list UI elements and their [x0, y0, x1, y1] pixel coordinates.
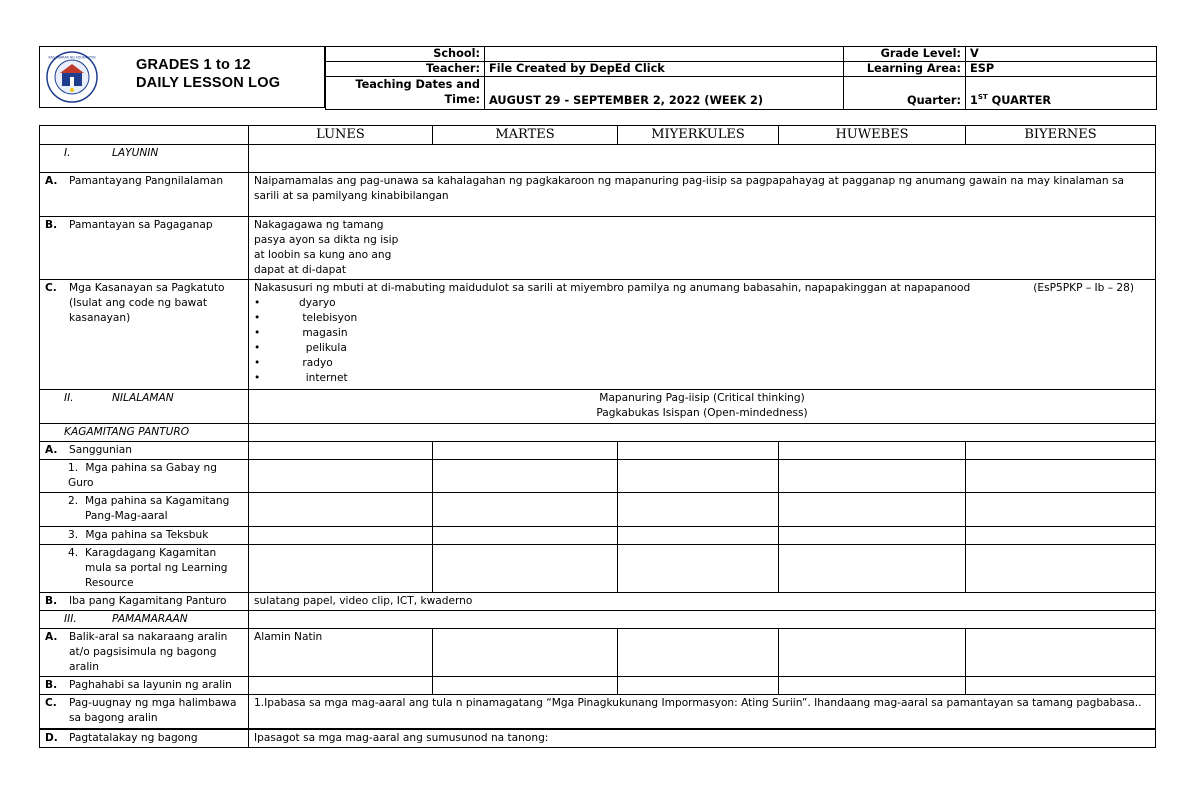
list-item: • magasin: [254, 327, 348, 339]
iba-pang-kagamitan-label: B. Iba pang Kagamitang Panturo: [40, 593, 249, 611]
pamantayang-pangnilalaman-label: A. Pamantayang Pangnilalaman: [40, 173, 249, 217]
pamantayan-sa-pagaganap-content[interactable]: Nakagagawa ng tamang pasya ayon sa dikta ng isip at loobin sa kung ano ang dapat at di-dapat: [249, 217, 1156, 280]
karagdagang-kagamitan-label: 4. Karagdagang Kagamitan mula sa portal ng Learning Resource: [40, 545, 249, 593]
school-value[interactable]: [485, 47, 844, 62]
cell-martes[interactable]: [433, 460, 618, 493]
list-item: • radyo: [254, 357, 333, 369]
day-martes: MARTES: [433, 126, 618, 145]
teaching-dates-label: [326, 77, 485, 110]
table-row: [40, 545, 1156, 593]
pagtatalakay-content[interactable]: Ipasagot sa mga mag-aaral ang sumusunod na tanong:: [249, 729, 1156, 748]
deped-seal-icon: [46, 51, 98, 103]
pag-uugnay-content[interactable]: 1.Ipabasa sa mga mag-aaral ang tula n pinamagatang “Mga Pinagkukunang Impormasyon: Ating Suriin”. Ihandaang mag-aaral sa pamantayan sa tamang pagbabasa..: [249, 695, 1156, 729]
cell-huwebes[interactable]: [779, 677, 966, 695]
cell-martes[interactable]: [433, 629, 618, 677]
sanggunian-label: A. Sanggunian: [40, 442, 249, 460]
list-item: • internet: [254, 372, 348, 384]
cell-lunes[interactable]: [249, 460, 433, 493]
day-miyerkules: MIYERKULES: [618, 126, 779, 145]
cell-biyernes[interactable]: [966, 493, 1156, 527]
cell-biyernes[interactable]: [966, 442, 1156, 460]
header-info-table: [325, 46, 1157, 110]
list-item: • dyaryo: [254, 297, 336, 309]
blank-header-cell: [40, 126, 249, 145]
cell-miyerkules[interactable]: [618, 493, 779, 527]
doc-title-line1: GRADES 1 to 12: [136, 57, 251, 73]
table-row: [40, 527, 1156, 545]
table-row: [40, 390, 1156, 424]
cell-biyernes[interactable]: [966, 527, 1156, 545]
cell-miyerkules[interactable]: [618, 527, 779, 545]
section-layunin: I. LAYUNIN: [40, 145, 249, 173]
balik-aral-label: A. Balik-aral sa nakaraang aralin at/o pagsisimula ng bagong aralin: [40, 629, 249, 677]
balik-aral-lunes[interactable]: Alamin Natin: [249, 629, 433, 677]
day-biyernes: BIYERNES: [966, 126, 1156, 145]
cell-martes[interactable]: [433, 442, 618, 460]
learning-area-value[interactable]: ESP: [966, 62, 1157, 77]
cell-miyerkules[interactable]: [618, 460, 779, 493]
cell-huwebes[interactable]: [779, 460, 966, 493]
gabay-label: 1. Mga pahina sa Gabay ng Guro: [40, 460, 249, 493]
cell-biyernes[interactable]: [966, 545, 1156, 593]
grade-level-label: Grade Level:: [844, 47, 966, 62]
section-nilalaman: II. NILALAMAN: [40, 390, 249, 424]
table-row: [40, 173, 1156, 217]
cell-martes[interactable]: [433, 545, 618, 593]
table-row: [40, 424, 1156, 442]
kagamitang-panturo-content[interactable]: [249, 424, 1156, 442]
section-pamamaraan: III. PAMAMARAAN: [40, 611, 249, 629]
cell-huwebes[interactable]: [779, 442, 966, 460]
table-row: [40, 493, 1156, 527]
section-kagamitang-panturo: KAGAMITANG PANTURO: [40, 424, 249, 442]
iba-pang-kagamitan-content[interactable]: sulatang papel, video clip, ICT, kwaderno: [249, 593, 1156, 611]
cell-lunes[interactable]: [249, 677, 433, 695]
list-item: • pelikula: [254, 342, 347, 354]
table-row: [40, 280, 1156, 390]
seal-text: KAGAWARAN NG EDUKASYON: [48, 55, 96, 60]
learning-area-label: Learning Area:: [844, 62, 966, 77]
cell-miyerkules[interactable]: [618, 545, 779, 593]
table-row: [40, 442, 1156, 460]
pamamaraan-content[interactable]: [249, 611, 1156, 629]
grade-level-value[interactable]: V: [966, 47, 1157, 62]
table-row: [40, 677, 1156, 695]
cell-huwebes[interactable]: [779, 493, 966, 527]
doc-title-line2: DAILY LESSON LOG: [136, 75, 281, 91]
day-header-row: [40, 126, 1156, 145]
cell-martes[interactable]: [433, 677, 618, 695]
table-row: [40, 695, 1156, 729]
table-row: [40, 460, 1156, 493]
pagtatalakay-label: D. Pagtatalakay ng bagong: [40, 729, 249, 748]
competency-code: (EsP5PKP – Ib – 28): [1033, 282, 1134, 294]
teksbuk-label: 3. Mga pahina sa Teksbuk: [40, 527, 249, 545]
kagamitang-pang-mag-aaral-label: 2. Mga pahina sa Kagamitang Pang-Mag-aaral: [40, 493, 249, 527]
day-huwebes: HUWEBES: [779, 126, 966, 145]
day-lunes: LUNES: [249, 126, 433, 145]
table-row: [40, 217, 1156, 280]
table-row: [40, 593, 1156, 611]
quarter-label: Quarter:: [844, 77, 966, 110]
table-row: [40, 729, 1156, 748]
cell-biyernes[interactable]: [966, 460, 1156, 493]
table-row: [40, 629, 1156, 677]
kasanayan-label: C. Mga Kasanayan sa Pagkatuto (Isulat ang code ng bawat kasanayan): [40, 280, 249, 390]
cell-lunes[interactable]: [249, 545, 433, 593]
cell-huwebes[interactable]: [779, 545, 966, 593]
pag-uugnay-label: C. Pag-uugnay ng mga halimbawa sa bagong aralin: [40, 695, 249, 729]
cell-biyernes[interactable]: [966, 629, 1156, 677]
header-title-block: [39, 46, 325, 108]
nilalaman-content[interactable]: Mapanuring Pag-iisip (Critical thinking) Pagkabukas Isispan (Open-mindedness): [249, 390, 1156, 424]
teaching-dates-label-line2: Time:: [444, 93, 480, 106]
cell-huwebes[interactable]: [779, 527, 966, 545]
table-row: [40, 611, 1156, 629]
teaching-dates-label-line1: Teaching Dates and: [355, 78, 480, 91]
pamantayan-sa-pagaganap-label: B. Pamantayan sa Pagaganap: [40, 217, 249, 280]
teaching-dates-value[interactable]: AUGUST 29 - SEPTEMBER 2, 2022 (WEEK 2): [485, 77, 844, 110]
teacher-label: Teacher:: [326, 62, 485, 77]
cell-martes[interactable]: [433, 527, 618, 545]
school-label: School:: [326, 47, 485, 62]
layunin-content[interactable]: [249, 145, 1156, 173]
teacher-value[interactable]: File Created by DepEd Click: [485, 62, 844, 77]
cell-miyerkules[interactable]: [618, 442, 779, 460]
pamantayang-pangnilalaman-content[interactable]: Naipamamalas ang pag-unawa sa kahalagahan ng pagkakaroon ng mapanuring pag-iisip sa pagpapahayag at pagganap ng anumang gawain na may kinalaman sa sarili at sa pamilyang kinabibilangan: [249, 173, 1156, 217]
paghahabi-label: B. Paghahabi sa layunin ng aralin: [40, 677, 249, 695]
cell-lunes[interactable]: [249, 527, 433, 545]
cell-huwebes[interactable]: [779, 629, 966, 677]
cell-lunes[interactable]: [249, 442, 433, 460]
cell-biyernes[interactable]: [966, 677, 1156, 695]
table-row: [40, 145, 1156, 173]
cell-miyerkules[interactable]: [618, 629, 779, 677]
cell-miyerkules[interactable]: [618, 677, 779, 695]
list-item: • telebisyon: [254, 312, 358, 324]
quarter-value[interactable]: 1ST QUARTER: [966, 77, 1157, 110]
cell-martes[interactable]: [433, 493, 618, 527]
kasanayan-content[interactable]: (EsP5PKP – Ib – 28) Nakasusuri ng mbuti at di-mabuting maidudulot sa sarili at miyembro pamilya ng anumang babasahin, napapakinggan at napapanood • dyaryo • telebisyon • magasin • pelikula • radyo • internet: [249, 280, 1156, 390]
cell-lunes[interactable]: [249, 493, 433, 527]
lesson-log-table: [39, 125, 1156, 748]
